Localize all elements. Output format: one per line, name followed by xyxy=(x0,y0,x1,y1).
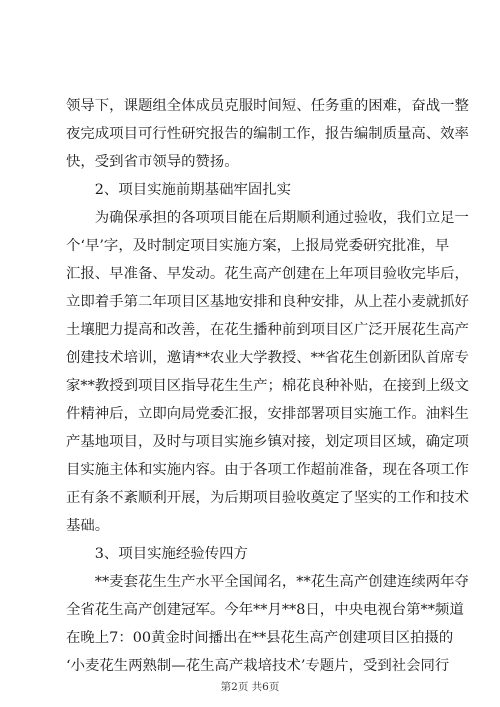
body-text-line: 创建技术培训，邀请**农业大学教授、**省花生创新团队首席专 xyxy=(66,350,469,366)
body-text-line: 产基地项目，及时与项目实施乡镇对接，划定项目区域，确定项 xyxy=(66,434,469,450)
body-text-line: **麦套花生生产水平全国闻名，**花生高产创建连续两年夺 xyxy=(66,574,469,590)
body-text-line: 土壤肥力提高和改善，在花生播种前到项目区广泛开展花生高产 xyxy=(66,322,469,338)
body-text-line: 汇报、早准备、早发动。花生高产创建在上年项目验收完毕后， xyxy=(66,266,469,282)
body-text-line: 正有条不紊顺利开展，为后期项目验收奠定了坚实的工作和技术 xyxy=(66,490,469,506)
section-heading: 3、项目实施经验传四方 xyxy=(66,546,248,562)
body-text-line: 立即着手第二年项目区基地安排和良种安排，从上茬小麦就抓好 xyxy=(66,294,469,310)
section-heading: 2、项目实施前期基础牢固扎实 xyxy=(66,182,292,198)
body-text-line: 在晚上7：00黄金时间播出在**县花生高产创建项目区拍摄的 xyxy=(66,630,454,646)
body-text-line: 为确保承担的各项项目能在后期顺利通过验收，我们立足一 xyxy=(66,210,469,226)
body-text-line: 全省花生高产创建冠军。今年**月**8日，中央电视台第**频道 xyxy=(66,602,464,618)
page-number-footer: 第2页 共6页 xyxy=(220,681,280,693)
body-text-line: 件精神后，立即向局党委汇报，安排部署项目实施工作。油料生 xyxy=(66,406,469,422)
body-text-line: 个‘早’字，及时制定项目实施方案，上报局党委研究批准，早 xyxy=(66,238,450,254)
body-text-line: 快，受到省市领导的赞扬。 xyxy=(66,154,239,170)
body-text-line: ‘小麦花生两熟制—花生高产栽培技术’专题片，受到社会同行 xyxy=(66,658,450,674)
body-text-line: 基础。 xyxy=(66,518,110,534)
body-text-line: 家**教授到项目区指导花生生产；棉花良种补贴，在接到上级文 xyxy=(66,378,469,394)
body-text-line: 目实施主体和实施内容。由于各项工作超前准备，现在各项工作 xyxy=(66,462,469,478)
body-text-line: 领导下，课题组全体成员克服时间短、任务重的困难，奋战一整 xyxy=(66,98,469,114)
body-text-line: 夜完成项目可行性研究报告的编制工作，报告编制质量高、效率 xyxy=(66,126,469,142)
